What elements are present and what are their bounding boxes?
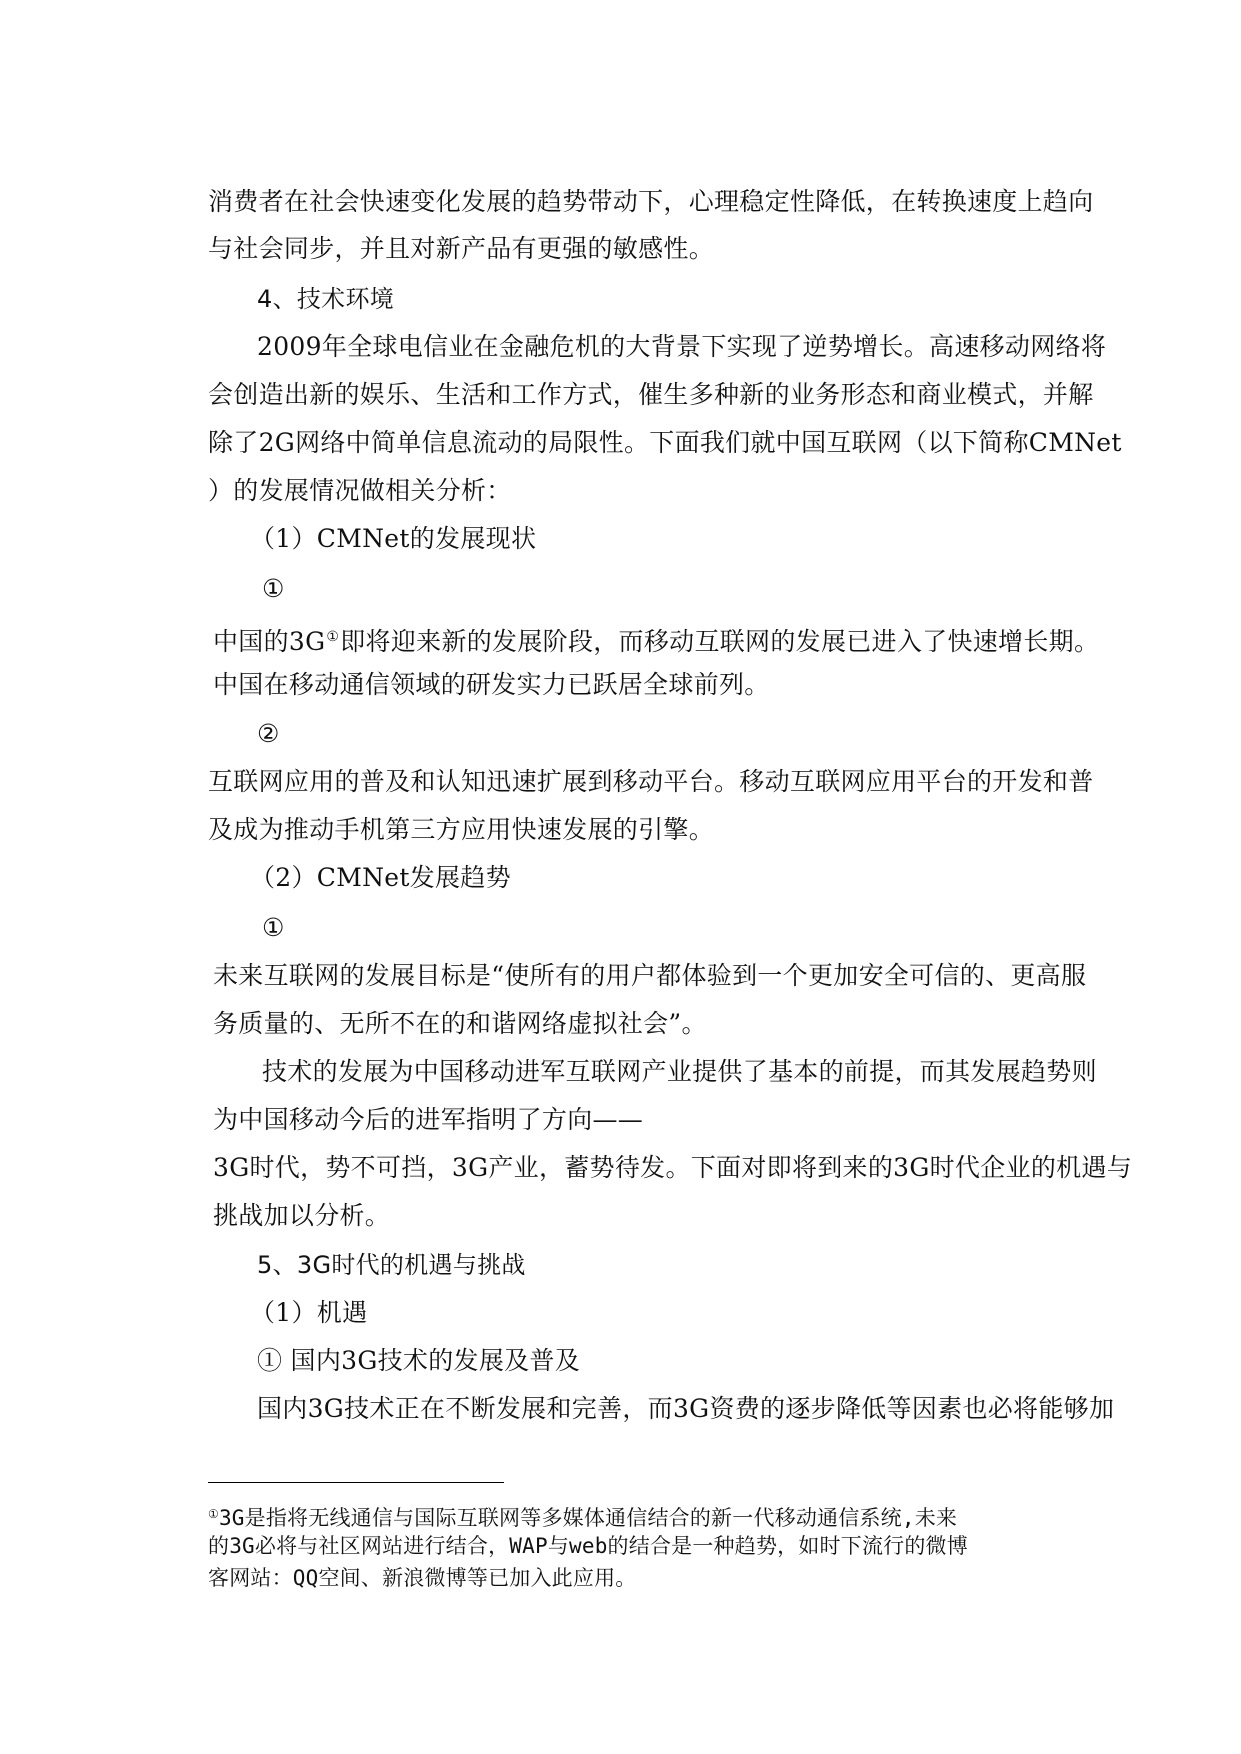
paragraph-line: ）的发展情况做相关分析：	[208, 476, 512, 505]
paragraph-line: 消费者在社会快速变化发展的趋势带动下，心理稳定性降低，在转换速度上趋向	[208, 187, 1094, 216]
paragraph-line: 国内3G技术正在不断发展和完善，而3G资费的逐步降低等因素也必将能够加	[257, 1394, 1115, 1423]
section-heading: 4、技术环境	[257, 285, 395, 313]
footnote-line: 的3G必将与社区网站进行结合，WAP与web的结合是一种趋势，如时下流行的微博	[208, 1534, 968, 1558]
paragraph-line: 除了2G网络中简单信息流动的局限性。下面我们就中国互联网（以下简称CMNet	[208, 428, 1122, 457]
subsection-heading: （1）CMNet的发展现状	[250, 524, 537, 553]
subsection-heading: （2）CMNet发展趋势	[250, 863, 511, 892]
paragraph-line: 会创造出新的娱乐、生活和工作方式，催生多种新的业务形态和商业模式，并解	[208, 380, 1094, 409]
paragraph-line: 互联网应用的普及和认知迅速扩展到移动平台。移动互联网应用平台的开发和普	[208, 767, 1094, 796]
paragraph-line: 未来互联网的发展目标是“使所有的用户都体验到一个更加安全可信的、更高服	[213, 961, 1087, 990]
footnote-line: 客网站：QQ空间、新浪微博等已加入此应用。	[208, 1566, 637, 1590]
footnote-line	[208, 1500, 957, 1532]
paragraph-line: 及成为推动手机第三方应用快速发展的引擎。	[208, 815, 715, 844]
paragraph-line: 与社会同步，并且对新产品有更强的敏感性。	[208, 234, 715, 263]
paragraph-line: 技术的发展为中国移动进军互联网产业提供了基本的前提，而其发展趋势则	[262, 1057, 1097, 1086]
subsection-heading: （1）机遇	[250, 1298, 368, 1327]
paragraph-line: 2009年全球电信业在金融危机的大背景下实现了逆势增长。高速移动网络将	[257, 332, 1107, 361]
footnote-divider	[208, 1482, 504, 1483]
paragraph-line: 务质量的、无所不在的和谐网络虚拟社会”。	[213, 1009, 707, 1038]
circled-number: ①	[262, 574, 285, 603]
subsection-heading: ① 国内3G技术的发展及普及	[257, 1346, 581, 1375]
circled-number: ①	[262, 913, 285, 942]
footnote-mark: ①	[208, 1507, 219, 1521]
text-run: 即将迎来新的发展阶段，而移动互联网的发展已进入了快速增长期。	[340, 627, 1100, 656]
section-heading: 5、3G时代的机遇与挑战	[257, 1251, 526, 1279]
footnote-reference[interactable]: ①	[326, 629, 340, 645]
text-run: 中国的3G	[213, 627, 326, 656]
footnote-text: 3G是指将无线通信与国际互联网等多媒体通信结合的新一代移动通信系统,未来	[218, 1506, 958, 1530]
paragraph-line	[213, 622, 1099, 657]
paragraph-line: 为中国移动今后的进军指明了方向——	[213, 1105, 644, 1134]
paragraph-line: 中国在移动通信领域的研发实力已跃居全球前列。	[213, 670, 770, 699]
circled-number: ②	[257, 719, 280, 748]
paragraph-line: 挑战加以分析。	[213, 1201, 391, 1230]
paragraph-line: 3G时代，势不可挡，3G产业，蓄势待发。下面对即将到来的3G时代企业的机遇与	[213, 1153, 1133, 1182]
